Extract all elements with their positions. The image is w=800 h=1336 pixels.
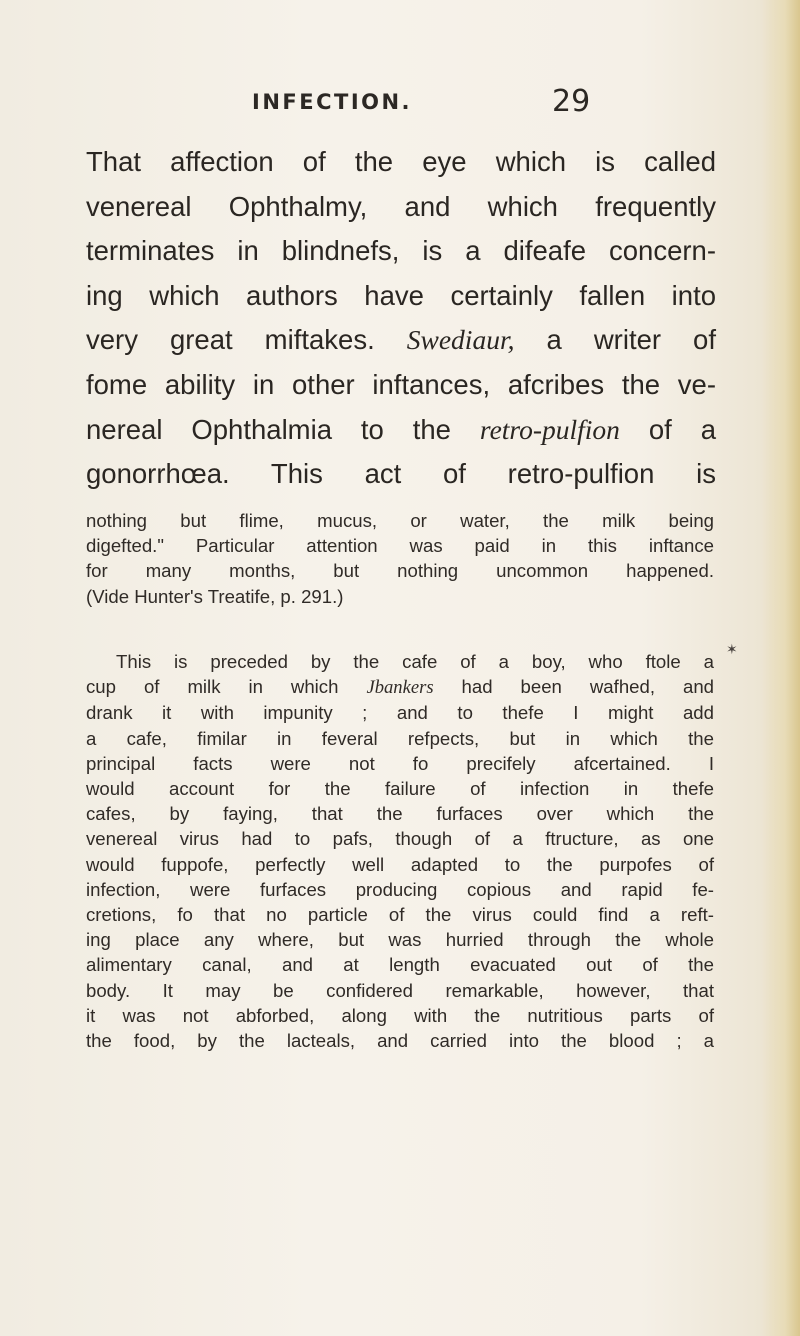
- text-line: a cafe, fimilar in feveral refpects, but in which the: [86, 727, 714, 749]
- author-name-italic: Swediaur,: [406, 324, 515, 356]
- text-line: fome ability in other inftances, afcribes the ve-: [86, 368, 716, 400]
- text-run: very great miftakes.: [86, 324, 407, 356]
- text-line: (Vide Hunter's Treatife, p. 291.): [86, 585, 344, 607]
- text-line: digefted." Particular attention was paid in this inftance: [86, 535, 714, 557]
- text-run: had been wafhed, and: [433, 676, 715, 698]
- text-line: would fuppofe, perfectly well adapted to the purpofes of: [86, 853, 714, 875]
- text-line: That affection of the eye which is called: [86, 146, 716, 177]
- text-run: nereal Ophthalmia to the: [86, 413, 480, 445]
- text-line: infection, were furfaces producing copious and rapid fe-: [86, 878, 714, 900]
- margin-mark-icon: ✶: [726, 642, 738, 658]
- text-line: cafes, by faying, that the furfaces over which the: [86, 803, 714, 825]
- text-line: terminates in blindnefs, is a difeafe concern-: [86, 235, 716, 267]
- page-edge-shading: [762, 0, 800, 1336]
- text-line: alimentary canal, and at length evacuated out of the: [86, 954, 714, 976]
- text-line: [86, 674, 714, 700]
- main-paragraph: [86, 140, 716, 497]
- page-header: [0, 84, 800, 124]
- text-line: drank it with impunity ; and to thefe I might add: [86, 702, 714, 724]
- text-run: a writer of: [514, 324, 716, 356]
- text-line: principal facts were not fo precifely afcertained. I: [86, 752, 714, 774]
- footnote-continuation: [86, 508, 714, 609]
- text-line: ing which authors have certainly fallen into: [86, 279, 716, 311]
- text-line: body. It may be confidered remarkable, however, that: [86, 979, 714, 1001]
- text-line: cretions, fo that no particle of the virus could find a reft-: [86, 904, 714, 926]
- text-line: ing place any where, but was hurried through the whole: [86, 929, 714, 951]
- text-line: for many months, but nothing uncommon happened.: [86, 560, 714, 582]
- term-italic: retro-pulfion: [479, 413, 620, 445]
- text-line: gonorrhœa. This act of retro-pulfion is: [86, 458, 716, 490]
- text-run: cup of milk in which: [86, 676, 367, 698]
- second-paragraph: [86, 649, 714, 1053]
- running-title: INFECTION.: [252, 90, 413, 114]
- term-italic: Jbankers: [366, 677, 434, 699]
- text-line: nothing but flime, mucus, or water, the milk being: [86, 510, 714, 531]
- text-line: would account for the failure of infection in thefe: [86, 778, 714, 800]
- text-line: [86, 408, 716, 453]
- text-line: This is preceded by the cafe of a boy, who ftole a: [116, 651, 714, 672]
- page-number: 29: [552, 84, 591, 119]
- text-line: the food, by the lacteals, and carried into the blood ; a: [86, 1030, 714, 1052]
- text-line: it was not abforbed, along with the nutritious parts of: [86, 1004, 714, 1026]
- text-line: venereal virus had to pafs, though of a ftructure, as one: [86, 828, 714, 850]
- text-run: of a: [619, 413, 716, 445]
- text-line: [86, 318, 716, 363]
- text-line: venereal Ophthalmy, and which frequently: [86, 190, 716, 222]
